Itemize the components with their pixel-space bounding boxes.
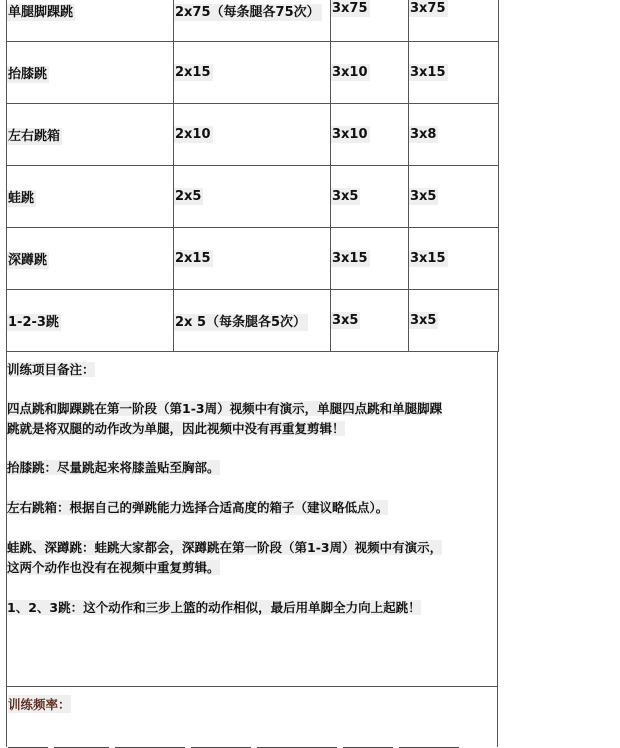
- week-cell: 3x15: [409, 228, 499, 290]
- cut-off-text-line: [8, 740, 478, 748]
- exercise-name-cell: 1-2-3跳: [7, 290, 174, 352]
- week-cell: 2x75（每条腿各75次）: [174, 0, 331, 42]
- training-frequency-section: [6, 687, 498, 747]
- exercise-name-cell: 蛙跳: [7, 166, 174, 228]
- note-paragraph: 抬膝跳：尽量跳起来将膝盖贴至胸部。: [7, 460, 220, 475]
- exercise-name-cell: 深蹲跳: [7, 228, 174, 290]
- exercise-name-cell: 左右跳箱: [7, 104, 174, 166]
- week-cell: 3x10: [331, 42, 409, 104]
- week-cell: 2x10: [174, 104, 331, 166]
- table-row: [7, 42, 499, 104]
- frequency-heading: 训练频率：: [8, 697, 71, 712]
- week-cell: 3x75: [331, 0, 409, 42]
- training-notes: [6, 352, 498, 687]
- week-cell: 3x75: [409, 0, 499, 42]
- week-cell: 2x15: [174, 228, 331, 290]
- week-cell: 3x5: [409, 166, 499, 228]
- week-cell: 3x5: [331, 166, 409, 228]
- table-row: [7, 104, 499, 166]
- week-cell: 2x5: [174, 166, 331, 228]
- training-document: [6, 0, 498, 747]
- table-row: [7, 290, 499, 352]
- exercise-name-cell: 单腿脚踝跳: [7, 0, 174, 42]
- table-row: [7, 0, 499, 42]
- week-cell: 3x15: [409, 42, 499, 104]
- note-paragraph: 1、2、3跳：这个动作和三步上篮的动作相似，最后用单脚全力向上起跳！: [7, 600, 421, 615]
- table-row: [7, 166, 499, 228]
- week-cell: 3x15: [331, 228, 409, 290]
- notes-heading: 训练项目备注：: [7, 362, 95, 377]
- table-row: [7, 228, 499, 290]
- exercise-name-cell: 抬膝跳: [7, 42, 174, 104]
- week-cell: 2x15: [174, 42, 331, 104]
- week-cell: 3x8: [409, 104, 499, 166]
- note-paragraph: 这两个动作也没有在视频中重复剪辑。: [7, 560, 220, 575]
- note-paragraph: 跳就是将双腿的动作改为单腿，因此视频中没有再重复剪辑！: [7, 421, 345, 436]
- training-table: [6, 0, 499, 352]
- week-cell: 3x5: [331, 290, 409, 352]
- note-paragraph: 蛙跳、深蹲跳：蛙跳大家都会，深蹲跳在第一阶段（第1-3周）视频中有演示，: [7, 540, 443, 555]
- note-paragraph: 四点跳和脚踝跳在第一阶段（第1-3周）视频中有演示，单腿四点跳和单腿脚踝: [7, 401, 443, 416]
- week-cell: 3x10: [331, 104, 409, 166]
- note-paragraph: 左右跳箱：根据自己的弹跳能力选择合适高度的箱子（建议略低点）。: [7, 500, 389, 515]
- week-cell: 2x 5（每条腿各5次）: [174, 290, 331, 352]
- week-cell: 3x5: [409, 290, 499, 352]
